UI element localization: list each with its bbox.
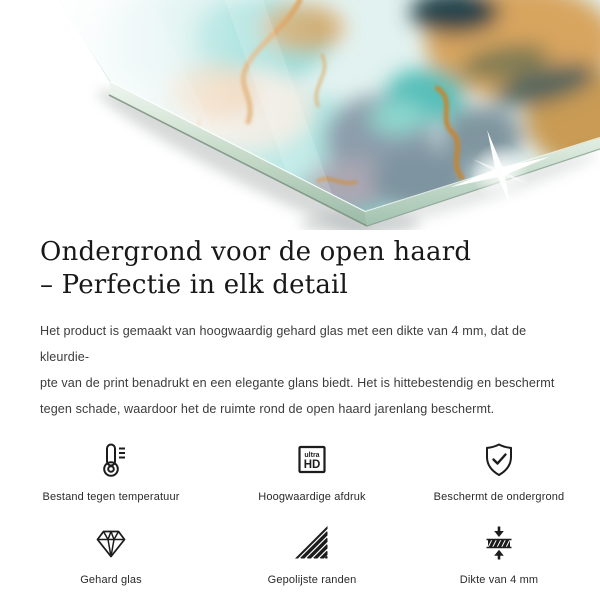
product-hero	[0, 0, 600, 230]
feature-label: Gehard glas	[80, 574, 142, 586]
product-description	[40, 318, 560, 422]
feature-polished-edges	[192, 519, 432, 586]
feature-tempered-glass	[30, 519, 192, 586]
svg-text:ultra: ultra	[304, 452, 320, 459]
glass-panel-image	[0, 0, 600, 230]
feature-grid	[30, 436, 565, 586]
feature-thickness	[432, 519, 566, 586]
feature-label: Dikte van 4 mm	[459, 574, 539, 586]
polished-edges-icon	[292, 523, 332, 563]
diamond-icon	[91, 523, 131, 563]
feature-print-quality	[192, 436, 432, 503]
thermometer-icon	[91, 440, 131, 480]
title-line-2: – Perfectie in elk detail	[40, 270, 349, 300]
feature-label: Hoogwaardige afdruk	[258, 491, 366, 503]
product-description-section	[0, 236, 600, 586]
page-title	[40, 236, 560, 302]
feature-temperature	[30, 436, 192, 503]
description-line: Het product is gemaakt van hoogwaardig gehard glas met een dikte van 4 mm, dat de kleurdie-	[40, 324, 527, 364]
title-line-1: Ondergrond voor de open haard	[40, 237, 472, 267]
thickness-icon	[479, 523, 519, 563]
feature-label: Beschermt de ondergrond	[433, 491, 565, 503]
feature-label: Gepolijste randen	[267, 574, 357, 586]
ultra-hd-icon	[292, 440, 332, 480]
feature-label: Bestand tegen temperatuur	[42, 491, 180, 503]
svg-text:HD: HD	[303, 459, 321, 471]
feature-protection	[432, 436, 566, 503]
description-line: pte van de print benadrukt en een elegante glans biedt. Het is hittebestendig en beschermt	[40, 376, 555, 390]
description-line: tegen schade, waardoor het de ruimte rond de open haard jarenlang beschermt.	[40, 402, 495, 416]
shield-check-icon	[479, 440, 519, 480]
